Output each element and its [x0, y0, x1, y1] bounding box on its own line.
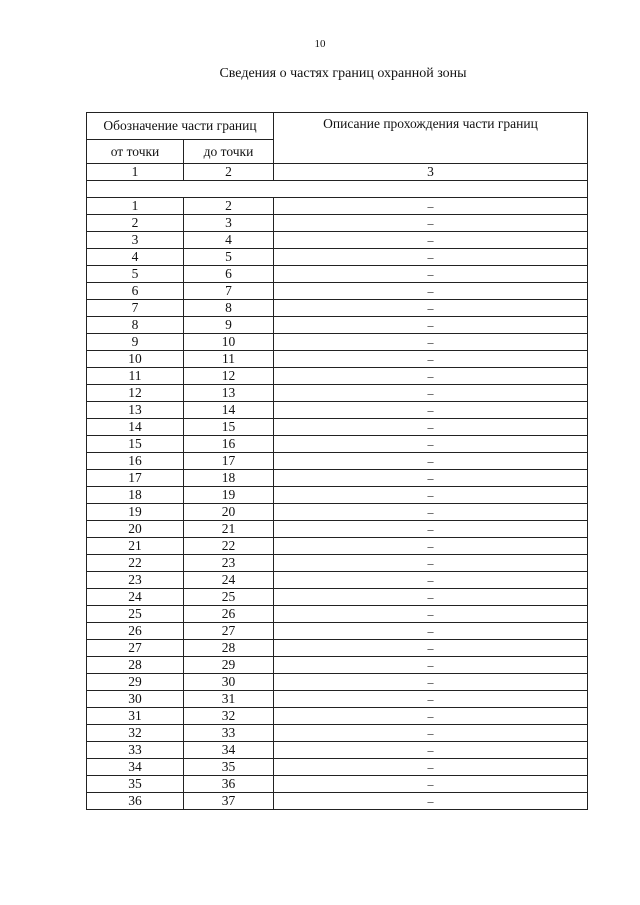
- cell-description: –: [274, 198, 588, 215]
- table-row: [87, 708, 588, 725]
- cell-to-point: 6: [184, 266, 274, 283]
- cell-to-point: 9: [184, 317, 274, 334]
- cell-description: –: [274, 470, 588, 487]
- table-row: [87, 657, 588, 674]
- cell-from-point: 8: [87, 317, 184, 334]
- cell-to-point: 18: [184, 470, 274, 487]
- cell-to-point: 4: [184, 232, 274, 249]
- column-number-2: 2: [184, 164, 274, 181]
- cell-from-point: 3: [87, 232, 184, 249]
- cell-from-point: 17: [87, 470, 184, 487]
- cell-from-point: 36: [87, 793, 184, 810]
- table-row: [87, 453, 588, 470]
- table-row: [87, 691, 588, 708]
- cell-to-point: 20: [184, 504, 274, 521]
- cell-description: –: [274, 538, 588, 555]
- cell-description: –: [274, 555, 588, 572]
- table-row: [87, 776, 588, 793]
- cell-description: –: [274, 606, 588, 623]
- cell-from-point: 1: [87, 198, 184, 215]
- cell-to-point: 30: [184, 674, 274, 691]
- table-row: [87, 283, 588, 300]
- table-body: [87, 198, 588, 810]
- cell-description: –: [274, 249, 588, 266]
- cell-description: –: [274, 742, 588, 759]
- cell-from-point: 14: [87, 419, 184, 436]
- cell-from-point: 18: [87, 487, 184, 504]
- cell-from-point: 26: [87, 623, 184, 640]
- table-row: [87, 538, 588, 555]
- cell-from-point: 5: [87, 266, 184, 283]
- cell-to-point: 34: [184, 742, 274, 759]
- cell-description: –: [274, 453, 588, 470]
- cell-from-point: 2: [87, 215, 184, 232]
- cell-from-point: 28: [87, 657, 184, 674]
- cell-description: –: [274, 776, 588, 793]
- cell-to-point: 12: [184, 368, 274, 385]
- cell-to-point: 23: [184, 555, 274, 572]
- cell-to-point: 15: [184, 419, 274, 436]
- cell-from-point: 6: [87, 283, 184, 300]
- boundary-parts-table: [86, 112, 588, 810]
- table-row: [87, 334, 588, 351]
- cell-from-point: 13: [87, 402, 184, 419]
- cell-description: –: [274, 215, 588, 232]
- cell-description: –: [274, 725, 588, 742]
- table-row: [87, 623, 588, 640]
- header-to-point: до точки: [184, 140, 274, 164]
- cell-to-point: 19: [184, 487, 274, 504]
- cell-description: –: [274, 487, 588, 504]
- table-row: [87, 317, 588, 334]
- cell-description: –: [274, 368, 588, 385]
- table-row: [87, 232, 588, 249]
- table-row: [87, 198, 588, 215]
- cell-to-point: 35: [184, 759, 274, 776]
- cell-to-point: 14: [184, 402, 274, 419]
- cell-to-point: 32: [184, 708, 274, 725]
- cell-description: –: [274, 334, 588, 351]
- cell-to-point: 10: [184, 334, 274, 351]
- table-row: [87, 606, 588, 623]
- cell-from-point: 10: [87, 351, 184, 368]
- table-row: [87, 742, 588, 759]
- cell-to-point: 7: [184, 283, 274, 300]
- cell-to-point: 33: [184, 725, 274, 742]
- cell-to-point: 22: [184, 538, 274, 555]
- cell-from-point: 24: [87, 589, 184, 606]
- spacer-row: [87, 181, 588, 198]
- cell-description: –: [274, 623, 588, 640]
- cell-to-point: 25: [184, 589, 274, 606]
- cell-description: –: [274, 385, 588, 402]
- cell-from-point: 25: [87, 606, 184, 623]
- cell-to-point: 5: [184, 249, 274, 266]
- cell-from-point: 9: [87, 334, 184, 351]
- cell-from-point: 22: [87, 555, 184, 572]
- table-row: [87, 300, 588, 317]
- cell-to-point: 16: [184, 436, 274, 453]
- cell-to-point: 11: [184, 351, 274, 368]
- table-row: [87, 436, 588, 453]
- table-row: [87, 266, 588, 283]
- table-row: [87, 759, 588, 776]
- page-number: 10: [314, 38, 326, 50]
- column-number-1: 1: [87, 164, 184, 181]
- cell-description: –: [274, 419, 588, 436]
- table-row: [87, 487, 588, 504]
- table-row: [87, 725, 588, 742]
- cell-description: –: [274, 402, 588, 419]
- table-row: [87, 521, 588, 538]
- cell-to-point: 28: [184, 640, 274, 657]
- table-row: [87, 385, 588, 402]
- cell-from-point: 20: [87, 521, 184, 538]
- header-boundary-designation: Обозначение части границ: [87, 113, 274, 140]
- table-row: [87, 793, 588, 810]
- header-from-point: от точки: [87, 140, 184, 164]
- table-row: [87, 215, 588, 232]
- table-row: [87, 555, 588, 572]
- header-boundary-description: Описание прохождения части границ: [274, 113, 588, 164]
- cell-from-point: 32: [87, 725, 184, 742]
- table-row: [87, 419, 588, 436]
- cell-to-point: 17: [184, 453, 274, 470]
- cell-description: –: [274, 436, 588, 453]
- table-row: [87, 402, 588, 419]
- cell-to-point: 29: [184, 657, 274, 674]
- cell-from-point: 7: [87, 300, 184, 317]
- cell-description: –: [274, 759, 588, 776]
- cell-description: –: [274, 793, 588, 810]
- cell-description: –: [274, 317, 588, 334]
- table-row: [87, 368, 588, 385]
- column-number-3: 3: [274, 164, 588, 181]
- cell-to-point: 13: [184, 385, 274, 402]
- cell-to-point: 21: [184, 521, 274, 538]
- cell-from-point: 15: [87, 436, 184, 453]
- cell-to-point: 36: [184, 776, 274, 793]
- cell-to-point: 8: [184, 300, 274, 317]
- cell-to-point: 27: [184, 623, 274, 640]
- cell-description: –: [274, 521, 588, 538]
- cell-description: –: [274, 640, 588, 657]
- cell-to-point: 2: [184, 198, 274, 215]
- cell-to-point: 31: [184, 691, 274, 708]
- cell-from-point: 35: [87, 776, 184, 793]
- cell-from-point: 19: [87, 504, 184, 521]
- cell-from-point: 31: [87, 708, 184, 725]
- cell-description: –: [274, 232, 588, 249]
- cell-description: –: [274, 351, 588, 368]
- table-row: [87, 589, 588, 606]
- cell-from-point: 11: [87, 368, 184, 385]
- document-title: Сведения о частях границ охранной зоны: [219, 66, 467, 81]
- cell-from-point: 4: [87, 249, 184, 266]
- table-row: [87, 640, 588, 657]
- cell-description: –: [274, 300, 588, 317]
- cell-description: –: [274, 708, 588, 725]
- table-row: [87, 470, 588, 487]
- cell-description: –: [274, 572, 588, 589]
- cell-to-point: 3: [184, 215, 274, 232]
- cell-description: –: [274, 589, 588, 606]
- cell-from-point: 34: [87, 759, 184, 776]
- cell-from-point: 16: [87, 453, 184, 470]
- cell-from-point: 27: [87, 640, 184, 657]
- cell-description: –: [274, 657, 588, 674]
- table-row: [87, 249, 588, 266]
- cell-description: –: [274, 504, 588, 521]
- cell-from-point: 23: [87, 572, 184, 589]
- cell-from-point: 21: [87, 538, 184, 555]
- cell-to-point: 24: [184, 572, 274, 589]
- cell-from-point: 29: [87, 674, 184, 691]
- table-row: [87, 674, 588, 691]
- table-row: [87, 351, 588, 368]
- cell-from-point: 12: [87, 385, 184, 402]
- cell-from-point: 30: [87, 691, 184, 708]
- cell-description: –: [274, 266, 588, 283]
- table-row: [87, 504, 588, 521]
- cell-description: –: [274, 691, 588, 708]
- cell-description: –: [274, 674, 588, 691]
- cell-from-point: 33: [87, 742, 184, 759]
- cell-description: –: [274, 283, 588, 300]
- table-row: [87, 572, 588, 589]
- cell-to-point: 37: [184, 793, 274, 810]
- cell-to-point: 26: [184, 606, 274, 623]
